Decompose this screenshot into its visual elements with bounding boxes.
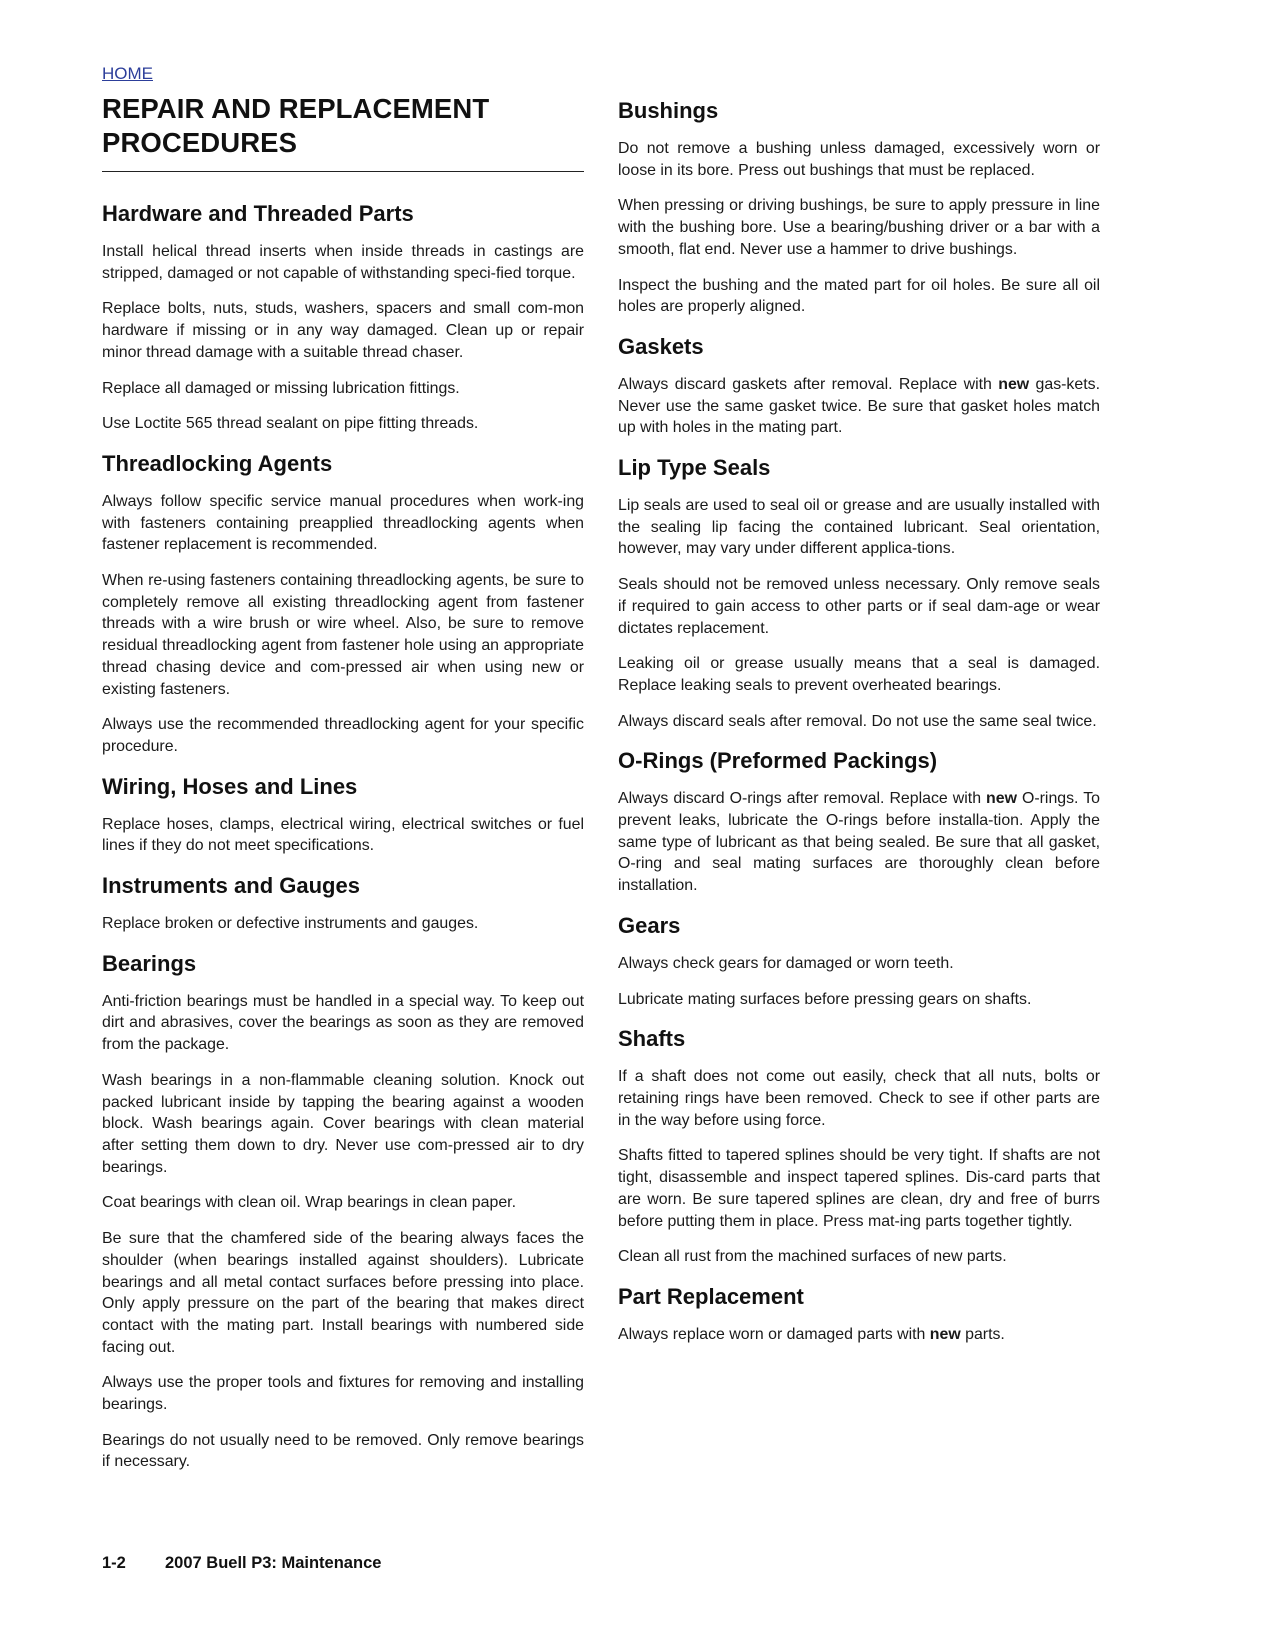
page-title xyxy=(102,92,584,172)
paragraph: Replace broken or defective instruments and gauges. xyxy=(102,915,479,933)
section-shafts xyxy=(618,1026,1100,1268)
section-bushings xyxy=(618,98,1100,318)
section-heading: Bushings xyxy=(618,98,719,123)
text-run: Always discard gaskets after removal. Replace with xyxy=(618,375,999,393)
paragraph: Leaking oil or grease usually means that a seal is damaged. Replace leaking seals to prevent overheated bearings. xyxy=(618,655,1100,694)
section-heading: Bearings xyxy=(102,950,197,976)
paragraph: Always discard seals after removal. Do not use the same seal twice. xyxy=(618,712,1097,730)
text-run: Always replace worn or damaged parts with xyxy=(618,1325,930,1343)
text-run: Always discard O-rings after removal. Replace with xyxy=(618,790,987,808)
bold-text: new xyxy=(998,375,1030,393)
section-hardware xyxy=(102,201,584,435)
text-run: O-rings. To prevent leaks, lubricate the O-rings before installa-tion. Apply the same type of lubricant as that being sealed. Be sure that all gasket, O-ring and seal mating surfaces are thoroughly clean before installation. xyxy=(618,790,1100,895)
paragraph: Seals should not be removed unless necessary. Only remove seals if required to gain access to other parts or if seal dam-age or wear dictates replacement. xyxy=(618,576,1100,637)
paragraph: Always follow specific service manual procedures when work-ing with fasteners containing preapplied threadlocking agents when fastener replacement is recommended. xyxy=(102,492,584,554)
text-run: gas-kets. Never use the same gasket twice. Be sure that gasket holes match up with holes in the mating part. xyxy=(618,375,1100,437)
home-link[interactable]: HOME xyxy=(102,64,153,83)
left-column xyxy=(102,92,584,1489)
paragraph: Shafts fitted to tapered splines should be very tight. If shafts are not tight, disassemble and inspect tapered splines. Dis-card parts that are worn. Be sure tapered splines are clean, dry and free of burrs before putting them in place. Press mat-ing parts together tightly. xyxy=(618,1147,1100,1230)
paragraph: Replace all damaged or missing lubrication fittings. xyxy=(102,379,460,397)
section-heading: Shafts xyxy=(618,1026,686,1052)
paragraph: Anti-friction bearings must be handled in a special way. To keep out dirt and abrasives, cover the bearings as soon as they are removed from the package. xyxy=(102,992,584,1054)
section-heading: Part Replacement xyxy=(618,1283,804,1309)
section-wiring xyxy=(102,774,584,857)
section-heading: Lip Type Seals xyxy=(618,455,771,481)
paragraph: Lip seals are used to seal oil or grease and are usually installed with the sealing lip facing the contained lubricant. Seal orientation, however, may vary under different applica-tions. xyxy=(618,497,1100,558)
section-heading: O-Rings (Preformed Packings) xyxy=(618,748,938,774)
section-heading: Hardware and Threaded Parts xyxy=(102,201,414,226)
page-title-line2: PROCEDURES xyxy=(102,127,298,158)
paragraph: Always use the recommended threadlocking agent for your specific procedure. xyxy=(102,716,584,755)
section-bearings xyxy=(102,951,584,1473)
paragraph: Always check gears for damaged or worn teeth. xyxy=(618,954,954,972)
page-footer xyxy=(102,1554,381,1573)
paragraph xyxy=(618,374,1100,439)
paragraph: Clean all rust from the machined surfaces of new parts. xyxy=(618,1248,1007,1266)
paragraph: Use Loctite 565 thread sealant on pipe fitting threads. xyxy=(102,415,479,433)
section-heading: Gaskets xyxy=(618,333,704,359)
paragraph: If a shaft does not come out easily, check that all nuts, bolts or retaining rings have been removed. Check to see if other parts are in the way before using force. xyxy=(618,1068,1100,1129)
bold-text: new xyxy=(986,790,1017,808)
section-lip-seals xyxy=(618,455,1100,732)
paragraph: Do not remove a bushing unless damaged, excessively worn or loose in its bore. Press out bushings that must be replaced. xyxy=(618,140,1100,179)
paragraph: Be sure that the chamfered side of the bearing always faces the shoulder (when bearings installed against shoulders). Lubricate bearings and all metal contact surfaces before pressing into place. Only apply pressure on the part of the bearing that makes direct contact with the mating part. Install bearings with numbered side facing out. xyxy=(102,1230,584,1356)
paragraph xyxy=(618,1324,1100,1346)
section-threadlocking xyxy=(102,451,584,758)
section-part-replacement xyxy=(618,1284,1100,1346)
paragraph: Bearings do not usually need to be removed. Only remove bearings if necessary. xyxy=(102,1431,584,1471)
paragraph: When re-using fasteners containing threadlocking agents, be sure to completely remove all existing threadlocking agent from fastener threads with a wire brush or wire wheel. Also, be sure to remove residual threadlocking agent from fastener hole using an appropriate thread chasing device and com-pressed air when using new or existing fasteners. xyxy=(102,572,584,698)
section-heading: Wiring, Hoses and Lines xyxy=(102,773,358,799)
paragraph: Always use the proper tools and fixtures for removing and installing bearings. xyxy=(102,1374,584,1414)
paragraph: Inspect the bushing and the mated part for oil holes. Be sure all oil holes are properly aligned. xyxy=(618,276,1100,316)
paragraph xyxy=(618,788,1100,897)
page-number: 1-2 xyxy=(102,1554,126,1572)
paragraph: Wash bearings in a non-flammable cleaning solution. Knock out packed lubricant inside by tapping the bearing against a wooden block. Wash bearings again. Cover bearings with clean material after setting them down to dry. Never use com-pressed air to dry bearings. xyxy=(102,1071,584,1176)
paragraph: When pressing or driving bushings, be sure to apply pressure in line with the bushing bore. Use a bearing/bushing driver or a bar with a smooth, flat end. Never use a hammer to drive bushings. xyxy=(618,197,1100,258)
page-title-line1: REPAIR AND REPLACEMENT xyxy=(102,93,490,124)
paragraph: Replace bolts, nuts, studs, washers, spacers and small com-mon hardware if missing or in any way damaged. Clean up or repair minor thread damage with a suitable thread chaser. xyxy=(102,300,584,361)
paragraph: Coat bearings with clean oil. Wrap bearings in clean paper. xyxy=(102,1194,516,1212)
document-title: 2007 Buell P3: Maintenance xyxy=(165,1554,382,1572)
bold-text: new xyxy=(929,1325,961,1343)
section-heading: Instruments and Gauges xyxy=(102,873,360,899)
section-heading: Threadlocking Agents xyxy=(102,450,333,476)
section-instruments xyxy=(102,873,584,935)
paragraph: Install helical thread inserts when inside threads in castings are stripped, damaged or not capable of withstanding speci-fied torque. xyxy=(102,243,584,282)
section-gears xyxy=(618,913,1100,1010)
text-run: parts. xyxy=(960,1325,1005,1343)
paragraph: Lubricate mating surfaces before pressing gears on shafts. xyxy=(618,990,1032,1008)
section-gaskets xyxy=(618,334,1100,439)
paragraph: Replace hoses, clamps, electrical wiring, electrical switches or fuel lines if they do not meet specifications. xyxy=(102,815,584,855)
section-heading: Gears xyxy=(618,912,681,938)
section-o-rings xyxy=(618,748,1100,897)
right-column xyxy=(618,92,1100,1362)
